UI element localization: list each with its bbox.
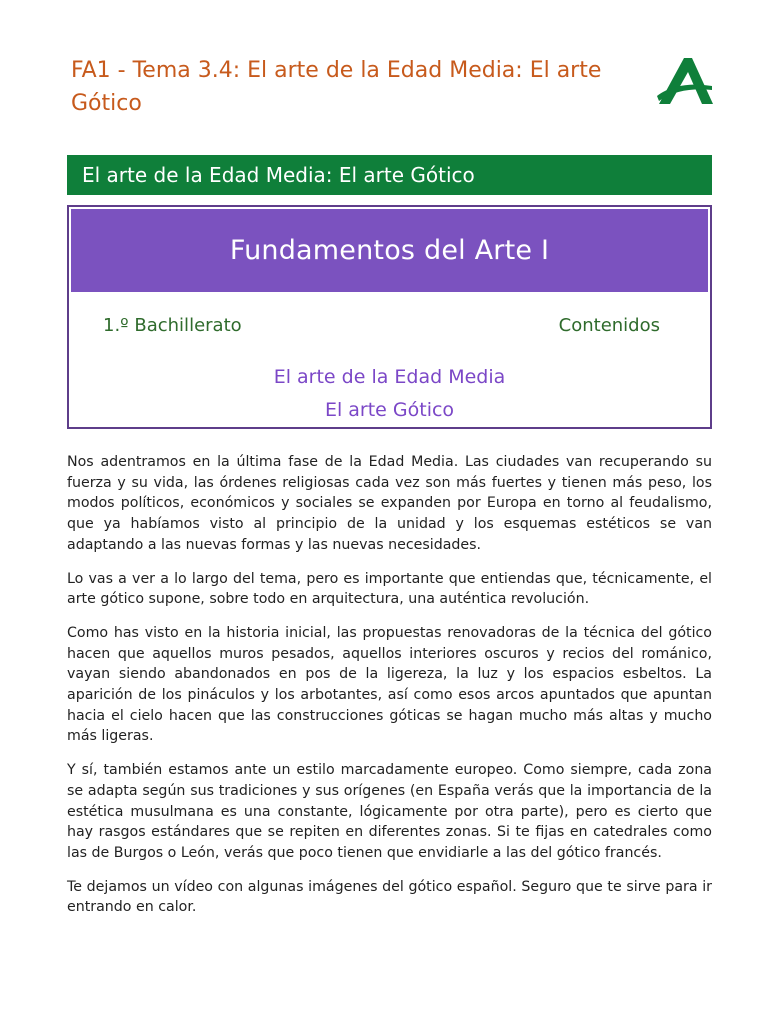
course-topic: El arte de la Edad Media xyxy=(273,366,506,388)
course-card xyxy=(67,205,712,429)
course-level: 1.º Bachillerato xyxy=(103,315,242,336)
page-title: FA1 - Tema 3.4: El arte de la Edad Media: El arte Gótico xyxy=(71,58,602,116)
paragraph: Y sí, también estamos ante un estilo marcadamente europeo. Como siempre, cada zona se adapta según sus tradiciones y sus orígenes (en España verás que la importancia de la estética musulmana es una constante, lógicamente por otra parte), pero es cierto que hay rasgos estándares que se repiten en diferentes zonas. Si te fijas en catedrales como las de Burgos o León, verás que poco tienen que envidiarle a las del gótico francés. xyxy=(67,762,712,861)
section-heading-bar xyxy=(67,155,712,195)
section-heading: El arte de la Edad Media: El arte Gótico xyxy=(82,163,475,187)
body-text xyxy=(67,452,712,931)
paragraph: Como has visto en la historia inicial, las propuestas renovadoras de la técnica del gótico hacen que aquellos muros pesados, aquellos interiores oscuros y recios del románico, vayan siendo abandonados en pos de la ligereza, la luz y los espacios esbeltos. La aparición de los pináculos y los arbotantes, así como esos arcos apuntados que apuntan hacia el cielo hacen que las construcciones góticas se hagan mucho más altas y mucho más ligeras. xyxy=(67,624,712,745)
course-meta xyxy=(103,315,660,336)
course-topics xyxy=(69,361,710,427)
course-title: Fundamentos del Arte I xyxy=(229,235,550,266)
junta-andalucia-logo-icon xyxy=(654,56,714,106)
course-subtopic: El arte Gótico xyxy=(324,399,455,421)
paragraph: Lo vas a ver a lo largo del tema, pero es importante que entiendas que, técnicamente, el arte gótico supone, sobre todo en arquitectura, una auténtica revolución. xyxy=(67,570,712,608)
course-kind: Contenidos xyxy=(558,315,660,336)
paragraph: Te dejamos un vídeo con algunas imágenes del gótico español. Seguro que te sirve para ir entrando en calor. xyxy=(67,878,712,916)
course-card-header xyxy=(71,209,708,292)
paragraph: Nos adentramos en la última fase de la Edad Media. Las ciudades van recuperando su fuerza y su vida, las órdenes religiosas cada vez son más fuertes y tienen más peso, los modos políticos, económicos y sociales se expanden por Europa en torno al feudalismo, que ya habíamos visto al principio de la unidad y los esquemas estéticos se van adaptando a las nuevas formas y las nuevas necesidades. xyxy=(67,454,712,553)
